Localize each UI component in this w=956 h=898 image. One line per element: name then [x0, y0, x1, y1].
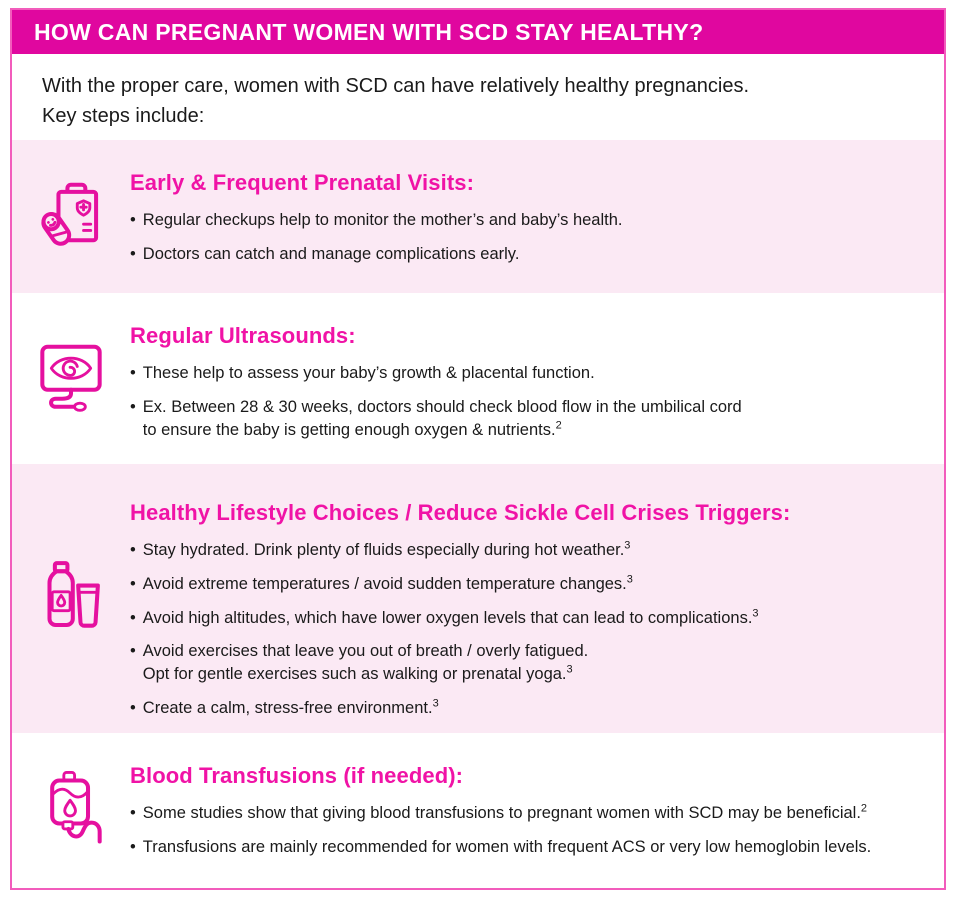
footnote-ref: 3	[566, 663, 573, 676]
bullet-list	[130, 209, 926, 266]
bullet-marker: •	[130, 574, 136, 593]
bullet-marker: •	[130, 364, 136, 382]
section-content	[130, 464, 944, 733]
bullet-item	[130, 573, 926, 596]
bullet-marker: •	[130, 541, 136, 559]
bullet-list	[130, 802, 926, 859]
bullet-text: Avoid high altitudes, which have lower oxygen levels that can lead to complications.$^3$	[142, 607, 759, 627]
bullet-list	[130, 362, 926, 441]
section-content	[130, 293, 944, 464]
bullet-marker: •	[130, 211, 136, 229]
footnote-ref: 2	[860, 802, 868, 815]
footnote-ref: 3	[752, 607, 759, 620]
bullet-text: These help to assess your baby’s growth & placental function.	[142, 364, 595, 382]
bullet-item	[130, 836, 926, 859]
blood-transfusion-bag-icon-svg	[28, 768, 114, 854]
bullet-text: Regular checkups help to monitor the mother’s and baby’s health.	[142, 211, 623, 229]
bullet-text: Transfusions are mainly recommended for women with frequent ACS or very low hemoglobin levels.	[142, 837, 872, 856]
section-ultrasounds	[12, 293, 944, 464]
baby-medical-bag-icon	[12, 140, 130, 293]
water-bottle-glass-icon	[12, 464, 130, 733]
ultrasound-monitor-icon	[12, 293, 130, 464]
footnote-ref: 3	[624, 539, 631, 552]
bullet-item	[130, 539, 926, 562]
bullet-marker: •	[130, 244, 136, 263]
bullet-text: Avoid exercises that leave you out of breath / overly fatigued. Opt for gentle exercises such as walking or prenatal yoga.$^3$	[142, 642, 589, 684]
footnote-ref: 2	[555, 419, 562, 432]
ultrasound-monitor-icon-svg	[28, 336, 114, 422]
bullet-text: Some studies show that giving blood transfusions to pregnant women with SCD may be beneficial.$^2$	[142, 802, 868, 822]
bullet-item	[130, 697, 926, 720]
bullet-list	[130, 539, 926, 720]
footnote-ref: 3	[432, 697, 439, 710]
intro-text	[12, 54, 944, 140]
baby-medical-bag-icon-svg	[28, 174, 114, 260]
intro-line-1: With the proper care, women with SCD can have relatively healthy pregnancies.	[42, 75, 750, 97]
water-bottle-glass-icon-svg	[28, 556, 114, 642]
footnote-ref: 3	[626, 573, 633, 586]
section-content	[130, 733, 944, 888]
bullet-text: Create a calm, stress-free environment.$^3$	[142, 697, 439, 717]
section-prenatal-visits	[12, 140, 944, 293]
bullet-text: Stay hydrated. Drink plenty of fluids especially during hot weather.$^3$	[142, 539, 631, 559]
section-heading: Early & Frequent Prenatal Visits:	[130, 170, 475, 195]
bullet-text: Doctors can catch and manage complications early.	[142, 244, 520, 263]
bullet-text: Ex. Between 28 & 30 weeks, doctors should check blood flow in the umbilical cord to ensure the baby is getting enough oxygen & nutrients.$^2$	[142, 397, 742, 439]
bullet-item	[130, 243, 926, 266]
section-heading: Healthy Lifestyle Choices / Reduce Sickle Cell Crises Triggers:	[130, 500, 791, 525]
bullet-text: Avoid extreme temperatures / avoid sudden temperature changes.$^3$	[142, 573, 633, 593]
section-content	[130, 140, 944, 293]
header-bar	[12, 10, 944, 54]
bullet-marker: •	[130, 397, 136, 416]
bullet-item	[130, 802, 926, 825]
bullet-item	[130, 640, 926, 686]
bullet-item	[130, 209, 926, 232]
section-heading: Blood Transfusions (if needed):	[130, 763, 464, 788]
bullet-marker: •	[130, 608, 136, 627]
infographic-card	[10, 8, 946, 890]
bullet-marker: •	[130, 698, 136, 717]
bullet-item	[130, 396, 926, 442]
bullet-marker: •	[130, 804, 136, 822]
bullet-marker: •	[130, 642, 136, 661]
section-lifestyle-choices	[12, 464, 944, 733]
blood-transfusion-bag-icon	[12, 733, 130, 888]
bullet-marker: •	[130, 837, 136, 856]
section-blood-transfusions	[12, 733, 944, 888]
bullet-item	[130, 362, 926, 385]
section-heading: Regular Ultrasounds:	[130, 323, 356, 348]
bullet-item	[130, 607, 926, 630]
page-title: HOW CAN PREGNANT WOMEN WITH SCD STAY HEALTHY?	[34, 18, 704, 45]
intro-line-2: Key steps include:	[42, 105, 205, 127]
